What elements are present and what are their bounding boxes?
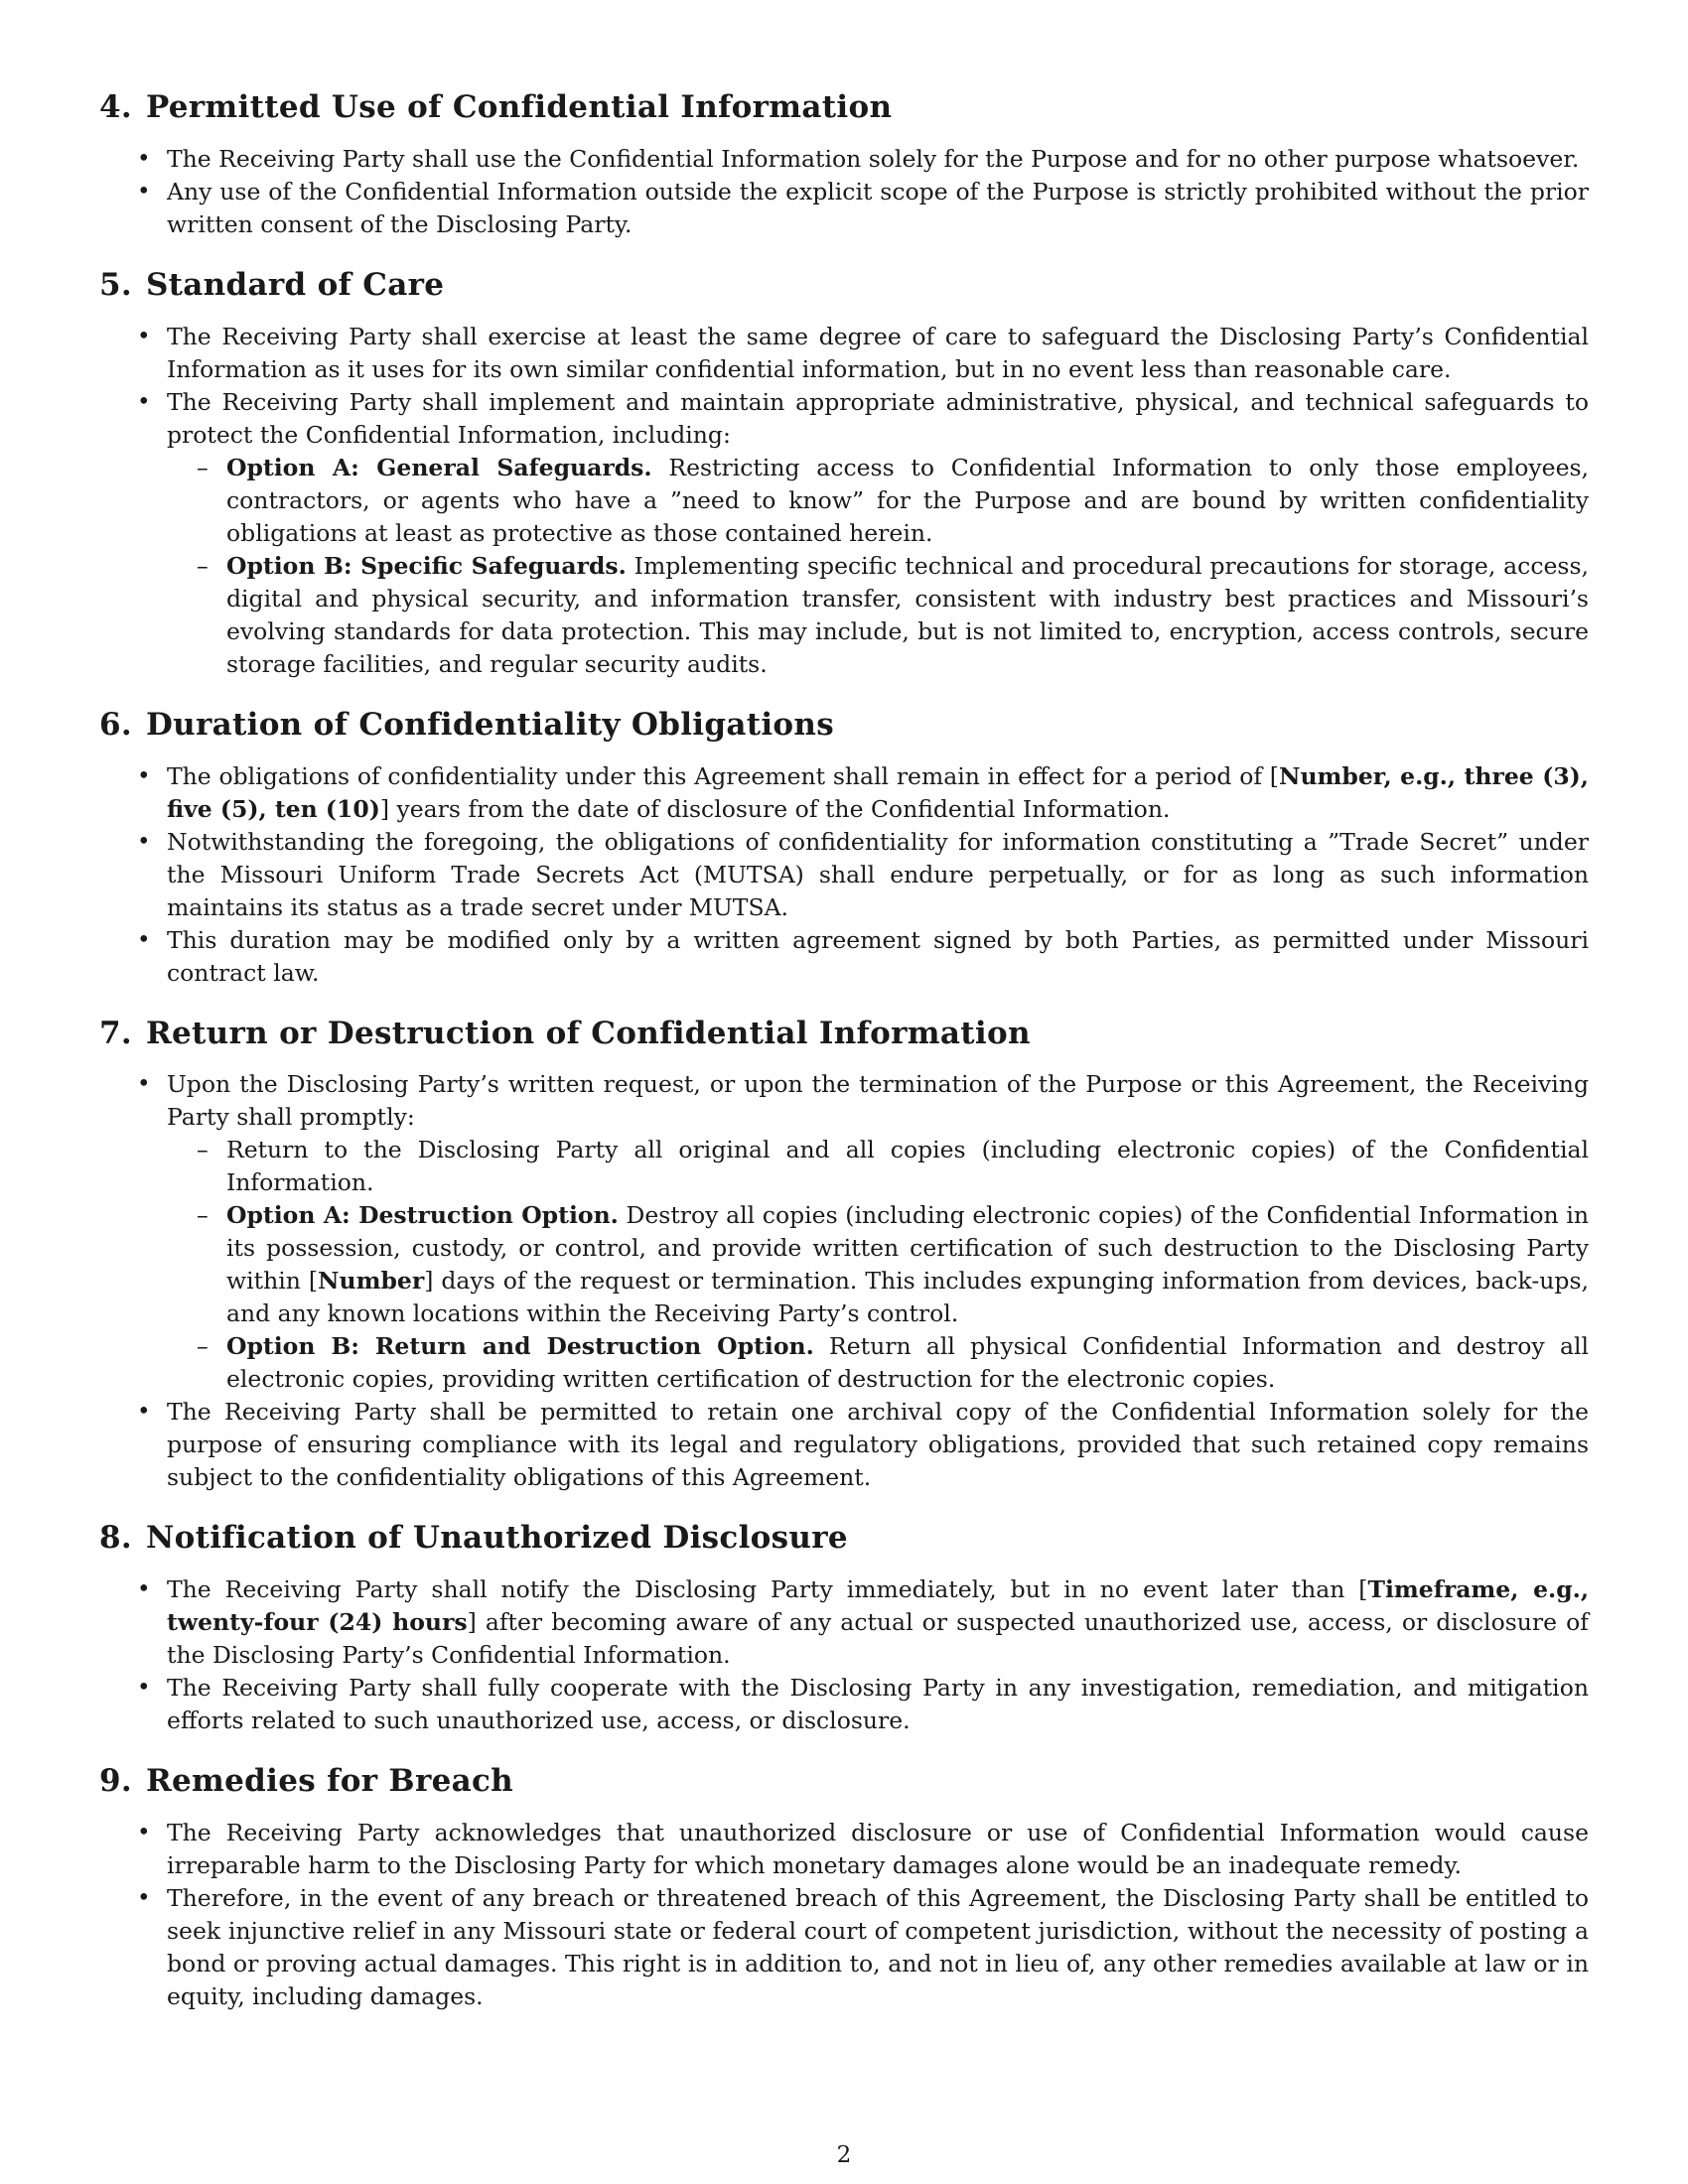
sub-list-item — [226, 550, 1589, 681]
section-number: 5. — [99, 266, 132, 303]
section-heading — [99, 87, 1589, 129]
placeholder-text: Number — [318, 1267, 425, 1296]
section-number: 7. — [99, 1015, 132, 1051]
option-label: Option A: General Safeguards. — [226, 453, 652, 481]
section-5 — [99, 265, 1589, 681]
option-text: ] days of the request or termination. This includes expunging information from devices, back-ups, and any known locations within the Receiving Party’s control. — [226, 1267, 1589, 1328]
section-8 — [99, 1518, 1589, 1737]
placeholder-text: Number, e.g., three (3), five (5), ten (10) — [167, 761, 1589, 823]
option-text: Implementing specific technical and procedural precautions for storage, access, digital and physical security, and information transfer, consistent with industry best practices and Missouri’s evolving standards for data protection. This may include, but is not limited to, encryption, access controls, secure storage facilities, and regular security audits. — [226, 551, 1589, 678]
section-number: 6. — [99, 706, 132, 743]
section-heading — [99, 1014, 1589, 1055]
list-item: • The Receiving Party shall use the Confidential Information solely for the Purpose and for no other purpose whatsoever. — [167, 143, 1589, 176]
list-item — [167, 1068, 1589, 1396]
list-item: • Therefore, in the event of any breach or threatened breach of this Agreement, the Disclosing Party shall be entitled to seek injunctive relief in any Missouri state or federal court of competent jurisdiction, without the necessity of posting a bond or proving actual damages. This right is in addition to, and not in lieu of, any other remedies available at law or in equity, including damages. — [167, 1882, 1589, 2013]
section-4 — [99, 87, 1589, 241]
list-item: • Any use of the Confidential Information outside the explicit scope of the Purpose is strictly prohibited without the prior written consent of the Disclosing Party. — [167, 176, 1589, 241]
bullet-list — [99, 1068, 1589, 1494]
list-item-text: Upon the Disclosing Party’s written request, or upon the termination of the Purpose or this Agreement, the Receiving Party shall promptly: — [167, 1070, 1589, 1132]
option-label: Option B: Specific Safeguards. — [226, 551, 627, 580]
sub-list-item — [226, 1199, 1589, 1330]
option-label: Option A: Destruction Option. — [226, 1201, 619, 1230]
sub-list-item: – Return to the Disclosing Party all original and all copies (including electronic copies) of the Confidential Information. — [226, 1134, 1589, 1199]
section-heading — [99, 705, 1589, 747]
section-title: Remedies for Breach — [145, 1763, 513, 1800]
section-heading — [99, 265, 1589, 307]
list-item: • The Receiving Party shall be permitted to retain one archival copy of the Confidential Information solely for the purpose of ensuring compliance with its legal and regulatory obligations, provided that such retained copy remains subject to the confidentiality obligations of this Agreement. — [167, 1396, 1589, 1494]
option-text: Return all physical Confidential Information and destroy all electronic copies, providing written certification of destruction for the electronic copies. — [226, 1332, 1589, 1394]
sub-list — [167, 452, 1589, 681]
bullet-list — [99, 143, 1589, 241]
section-9 — [99, 1761, 1589, 2013]
bullet-list — [99, 1817, 1589, 2013]
list-item-text: The Receiving Party shall implement and maintain appropriate administrative, physical, and technical safeguards to protect the Confidential Information, including: — [167, 387, 1589, 449]
sub-list-item — [226, 452, 1589, 550]
section-title: Duration of Confidentiality Obligations — [145, 706, 834, 743]
section-heading — [99, 1761, 1589, 1803]
list-item: • This duration may be modified only by a written agreement signed by both Parties, as permitted under Missouri contract law. — [167, 924, 1589, 990]
text-run: The Receiving Party shall notify the Disclosing Party immediately, but in no event later than [ — [167, 1575, 1368, 1604]
placeholder-text: Timeframe, e.g., twenty-four (24) hours — [167, 1575, 1589, 1637]
page-number: 2 — [836, 2142, 852, 2168]
section-6 — [99, 705, 1589, 990]
list-item: • The Receiving Party acknowledges that unauthorized disclosure or use of Confidential Information would cause irreparable harm to the Disclosing Party for which monetary damages alone would be an inadequate remedy. — [167, 1817, 1589, 1882]
section-number: 4. — [99, 89, 132, 125]
bullet-list — [99, 321, 1589, 681]
section-number: 9. — [99, 1763, 132, 1800]
bullet-list — [99, 1573, 1589, 1737]
text-run: The obligations of confidentiality under this Agreement shall remain in effect for a period of [ — [167, 761, 1279, 790]
list-item — [167, 760, 1589, 826]
section-7 — [99, 1014, 1589, 1495]
section-number: 8. — [99, 1520, 132, 1557]
list-item — [167, 386, 1589, 681]
section-heading — [99, 1518, 1589, 1560]
sub-list — [167, 1134, 1589, 1396]
list-item — [167, 1573, 1589, 1672]
option-label: Option B: Return and Destruction Option. — [226, 1332, 814, 1361]
list-item: • The Receiving Party shall fully cooperate with the Disclosing Party in any investigation, remediation, and mitigation efforts related to such unauthorized use, access, or disclosure. — [167, 1672, 1589, 1737]
option-text: Destroy all copies (including electronic copies) of the Confidential Information in its possession, custody, or control, and provide written certification of such destruction to the Disclosing Party within [ — [226, 1201, 1589, 1296]
option-text: Restricting access to Confidential Information to only those employees, contractors, or agents who have a ”need to know” for the Purpose and are bound by written confidentiality obligations at least as protective as those contained herein. — [226, 453, 1590, 547]
section-title: Standard of Care — [145, 266, 445, 303]
section-title: Return or Destruction of Confidential Information — [145, 1015, 1031, 1051]
list-item: • Notwithstanding the foregoing, the obligations of confidentiality for information constituting a ”Trade Secret” under the Missouri Uniform Trade Secrets Act (MUTSA) shall endure perpetually, or for as long as such information maintains its status as a trade secret under MUTSA. — [167, 826, 1589, 924]
bullet-list — [99, 760, 1589, 990]
section-title: Permitted Use of Confidential Information — [145, 89, 893, 125]
document-page — [99, 87, 1589, 2037]
sub-list-item — [226, 1330, 1589, 1396]
text-run: ] years from the date of disclosure of the Confidential Information. — [379, 794, 1171, 823]
list-item: • The Receiving Party shall exercise at least the same degree of care to safeguard the Disclosing Party’s Confidential Information as it uses for its own similar confidential information, but in no event less than reasonable care. — [167, 321, 1589, 386]
text-run: ] after becoming aware of any actual or suspected unauthorized use, access, or disclosure of the Disclosing Party’s Confidential Information. — [167, 1608, 1589, 1670]
section-title: Notification of Unauthorized Disclosure — [145, 1520, 848, 1557]
